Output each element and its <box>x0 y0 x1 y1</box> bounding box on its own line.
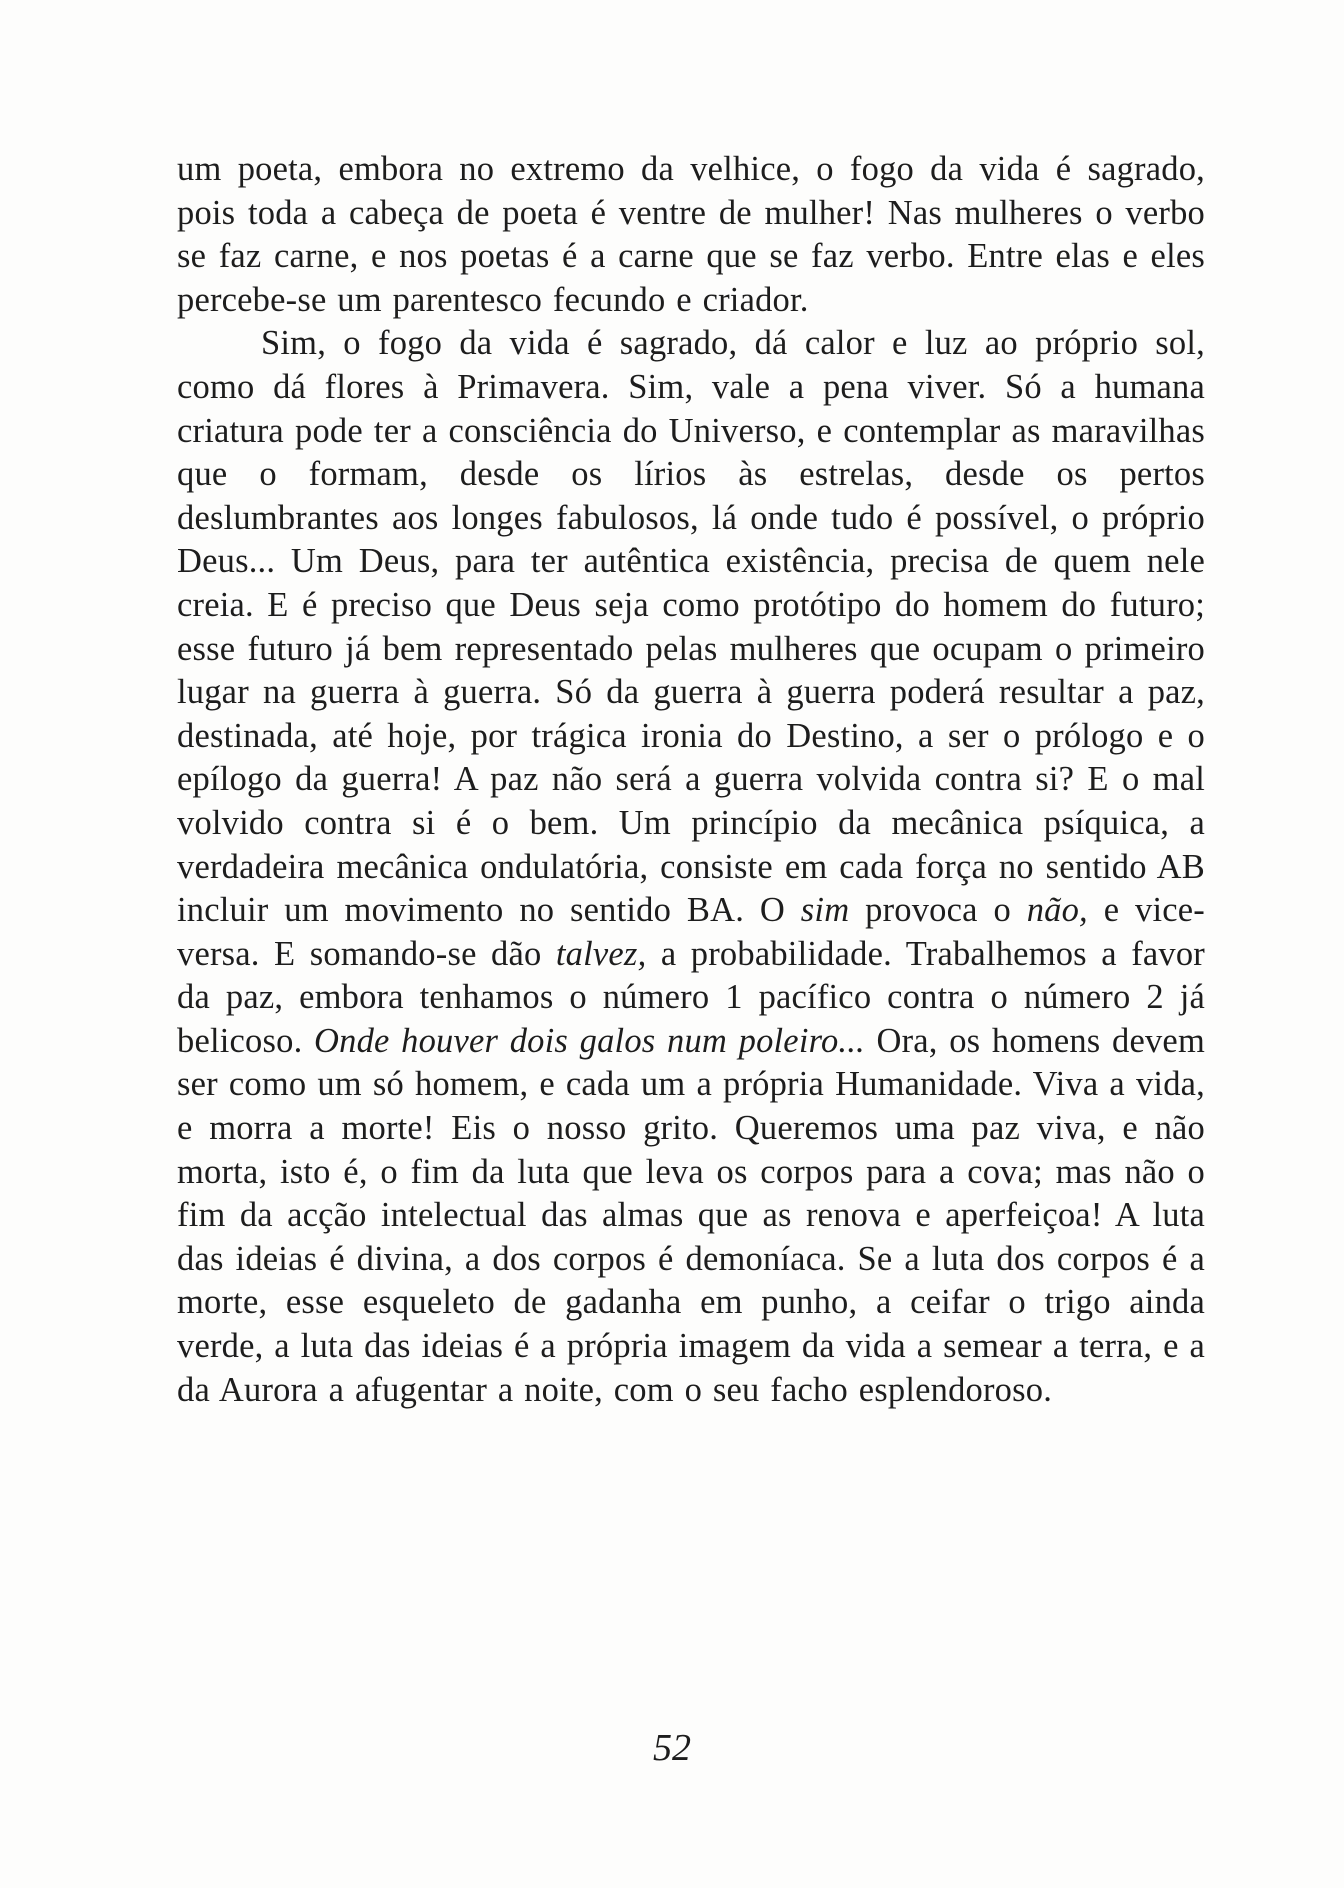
text-run: e vice-versa. E somando-se dão <box>177 891 1205 973</box>
paragraph-main <box>177 322 1205 1412</box>
italic-word-talvez: talvez, <box>555 934 647 973</box>
body-text <box>177 148 1205 1412</box>
paragraph-continuation: um poeta, embora no extremo da velhice, o fogo da vida é sagrado, pois toda a cabeça de poeta é ventre de mulher! Nas mulheres o verbo se faz carne, e nos poetas é a carne que se faz verbo. Entre elas e eles percebe-se um parentesco fecundo e criador. <box>177 150 1205 319</box>
text-run: provoca o <box>849 891 1027 930</box>
italic-word-sim: sim <box>800 891 850 930</box>
text-run: Sim, o fogo da vida é sagrado, dá calor e luz ao próprio sol, como dá flores à Primavera. Sim, vale a pena viver. Só a humana criatura pode ter a consciência do Universo, e contemplar as maravilhas que o formam, desde os lírios às estrelas, desde os pertos deslumbrantes aos longes fabulosos, lá onde tudo é possível, o próprio Deus... Um Deus, para ter autêntica existência, precisa de quem nele creia. E é preciso que Deus seja como protótipo do homem do futuro; esse futuro já bem representado pelas mulheres que ocupam o primeiro lugar na guerra à guerra. Só da guerra à guerra poderá resultar a paz, destinada, até hoje, por trágica ironia do Destino, a ser o prólogo e o epílogo da guerra! A paz não será a guerra volvida contra si? E o mal volvido contra si é o bem. Um princípio da mecânica psíquica, a verdadeira mecânica ondulatória, consiste em cada força no sentido AB incluir um movimento no sentido BA. O <box>177 324 1205 930</box>
text-run: a probabilidade. Trabalhemos a favor da paz, embora tenhamos o número 1 pacífico contra o número 2 já belicoso. <box>177 934 1205 1060</box>
page-number: 52 <box>653 1727 691 1769</box>
text-run: Ora, os homens devem ser como um só homem, e cada um a própria Humanidade. Viva a vida, e morra a morte! Eis o nosso grito. Queremos uma paz viva, e não morta, isto é, o fim da luta que leva os corpos para a cova; mas não o fim da acção intelectual das almas que as renova e aperfeiçoa! A luta das ideias é divina, a dos corpos é demoníaca. Se a luta dos corpos é a morte, esse esqueleto de gadanha em punho, a ceifar o trigo ainda verde, a luta das ideias é a própria imagem da vida a semear a terra, e a da Aurora a afugentar a noite, com o seu facho esplendoroso. <box>177 1021 1205 1409</box>
italic-proverb: Onde houver dois galos num poleiro... <box>314 1021 865 1060</box>
italic-word-nao: não, <box>1026 891 1088 930</box>
